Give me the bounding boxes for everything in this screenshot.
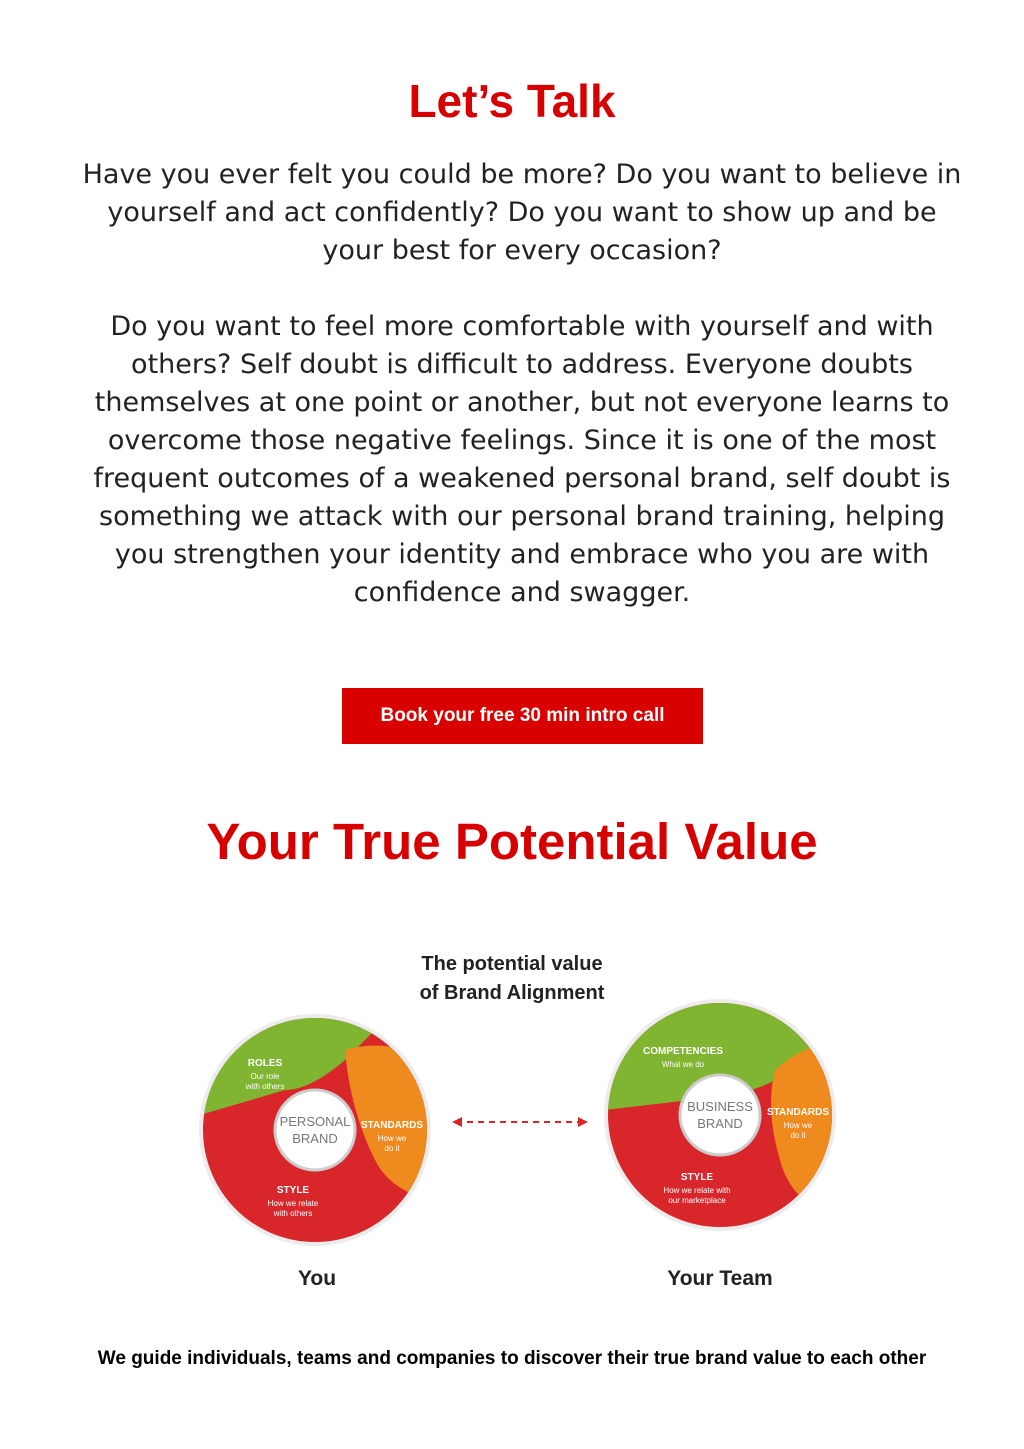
diagram-title-line2: of Brand Alignment	[419, 982, 605, 1004]
intro-paragraph-1: Have you ever felt you could be more? Do you want to believe in yourself and act confidently? Do you want to show up and be your best for every occasion?	[82, 159, 962, 266]
page-title: Let’s Talk	[408, 75, 616, 127]
personal-standards-sub2: do it	[384, 1144, 400, 1153]
personal-style-sub2: with others	[273, 1209, 313, 1218]
intro-paragraph-2: Do you want to feel more comfortable with yourself and with others? Self doubt is difficult to address. Everyone doubts themselves at one point or another, but not everyone learns to overcome those negative feelings. Since it is one of the most frequent outcomes of a weakened personal brand, self doubt is something we attack with our personal brand training, helping you strengthen your identity and embrace who you are with confidence and swagger.	[93, 311, 951, 608]
personal-brand-center-line1: PERSONAL	[279, 1114, 351, 1129]
section-title-true-potential: Your True Potential Value	[206, 813, 818, 870]
business-brand-wheel	[604, 999, 836, 1290]
diagram-title-line1: The potential value	[421, 953, 603, 975]
personal-style-sub1: How we relate	[267, 1199, 319, 1208]
roles-sub2: with others	[245, 1082, 285, 1091]
competencies-title: COMPETENCIES	[642, 1046, 724, 1057]
business-brand-center-line1: BUSINESS	[687, 1099, 753, 1114]
footer-tagline: We guide individuals, teams and companies to discover their true brand value to each other	[97, 1348, 927, 1369]
personal-brand-wheel	[199, 1014, 431, 1290]
business-brand-center-line2: BRAND	[697, 1116, 743, 1131]
personal-standards-title: STANDARDS	[360, 1120, 424, 1131]
business-style-title: STYLE	[680, 1172, 714, 1183]
business-style-sub1: How we relate with	[663, 1186, 731, 1195]
business-standards-title: STANDARDS	[766, 1107, 830, 1118]
business-style-sub2: our marketplace	[668, 1196, 726, 1205]
caption-you: You	[297, 1267, 337, 1290]
business-standards-sub2: do it	[790, 1131, 806, 1140]
personal-standards-sub1: How we	[377, 1134, 407, 1143]
roles-title: ROLES	[247, 1058, 283, 1069]
business-standards-sub1: How we	[783, 1121, 813, 1130]
brand-alignment-diagram	[190, 940, 850, 1300]
personal-style-title: STYLE	[276, 1185, 310, 1196]
personal-brand-center-line2: BRAND	[292, 1131, 338, 1146]
book-intro-call-button[interactable]: Book your free 30 min intro call	[342, 688, 703, 744]
caption-your-team: Your Team	[667, 1267, 773, 1290]
roles-sub1: Our role	[250, 1072, 280, 1081]
competencies-sub: What we do	[661, 1060, 705, 1069]
alignment-arrow	[452, 1117, 588, 1127]
